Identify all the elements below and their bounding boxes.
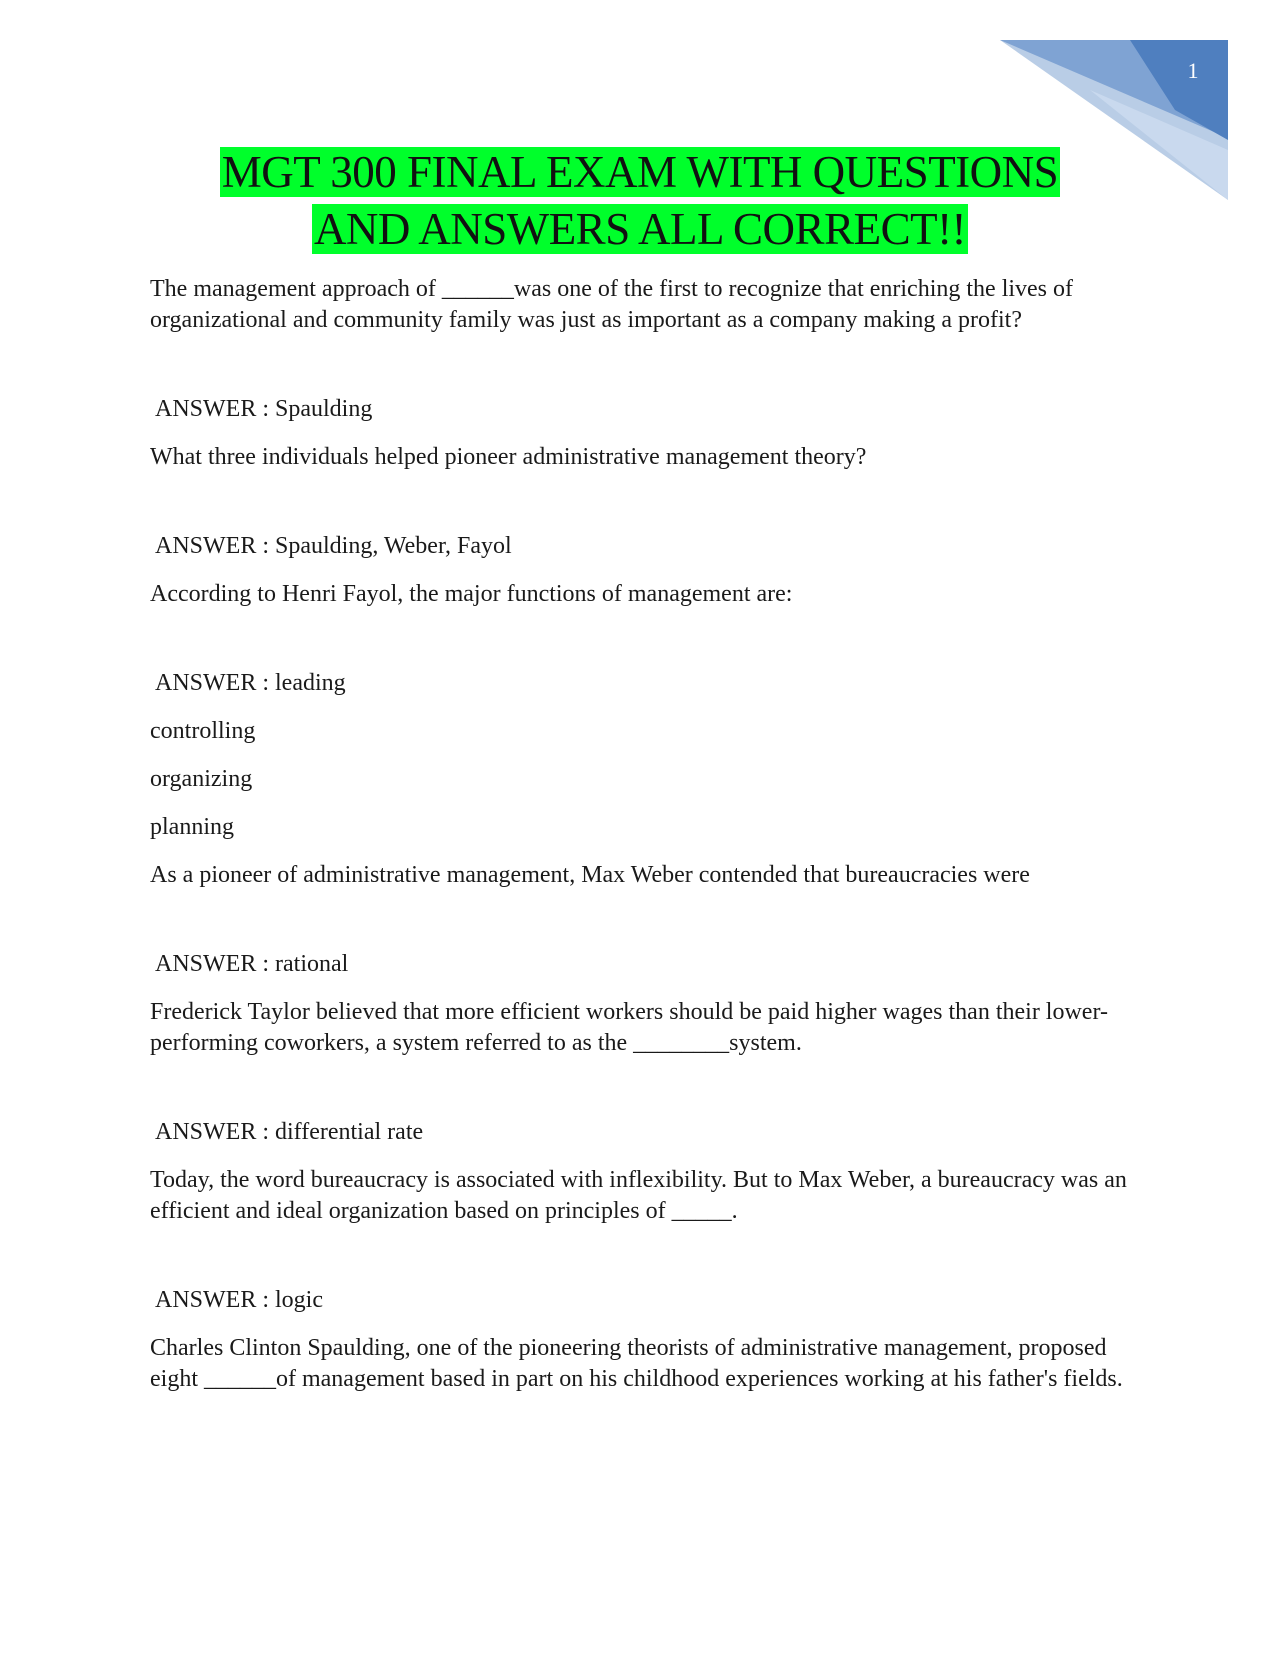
qa-content — [150, 274, 1130, 1395]
answer-text: ANSWER : differential rate — [155, 1119, 424, 1145]
page-number: 1 — [1187, 58, 1199, 83]
answer-continuation: organizing — [150, 766, 253, 792]
question-text: Charles Clinton Spaulding, one of the pioneering theorists of administrative management, proposed eight ______of management based in part on his childhood experiences working at his father's fields. — [150, 1335, 1123, 1392]
question-text: As a pioneer of administrative management, Max Weber contended that bureaucracies were — [150, 862, 1030, 888]
answer-continuation: controlling — [150, 718, 256, 744]
answer-text: ANSWER : logic — [155, 1287, 323, 1313]
answer-text: ANSWER : Spaulding — [155, 396, 373, 422]
title-line-2: AND ANSWERS ALL CORRECT!! — [313, 204, 967, 254]
answer-text: ANSWER : rational — [155, 951, 349, 977]
answer-continuation: planning — [150, 814, 234, 840]
question-text: Frederick Taylor believed that more efficient workers should be paid higher wages than their lower-performing coworkers, a system referred to as the ________system. — [150, 999, 1108, 1056]
document-title — [100, 144, 1180, 258]
question-text: The management approach of ______was one of the first to recognize that enriching the lives of organizational and community family was just as important as a company making a profit? — [150, 276, 1074, 333]
question-text: What three individuals helped pioneer administrative management theory? — [150, 444, 867, 470]
question-text: Today, the word bureaucracy is associated with inflexibility. But to Max Weber, a bureaucracy was an efficient and ideal organization based on principles of _____. — [150, 1167, 1127, 1224]
question-text: According to Henri Fayol, the major functions of management are: — [150, 581, 793, 607]
answer-text: ANSWER : Spaulding, Weber, Fayol — [155, 533, 512, 559]
answer-text: ANSWER : leading — [155, 670, 346, 696]
title-line-1: MGT 300 FINAL EXAM WITH QUESTIONS — [221, 147, 1059, 197]
